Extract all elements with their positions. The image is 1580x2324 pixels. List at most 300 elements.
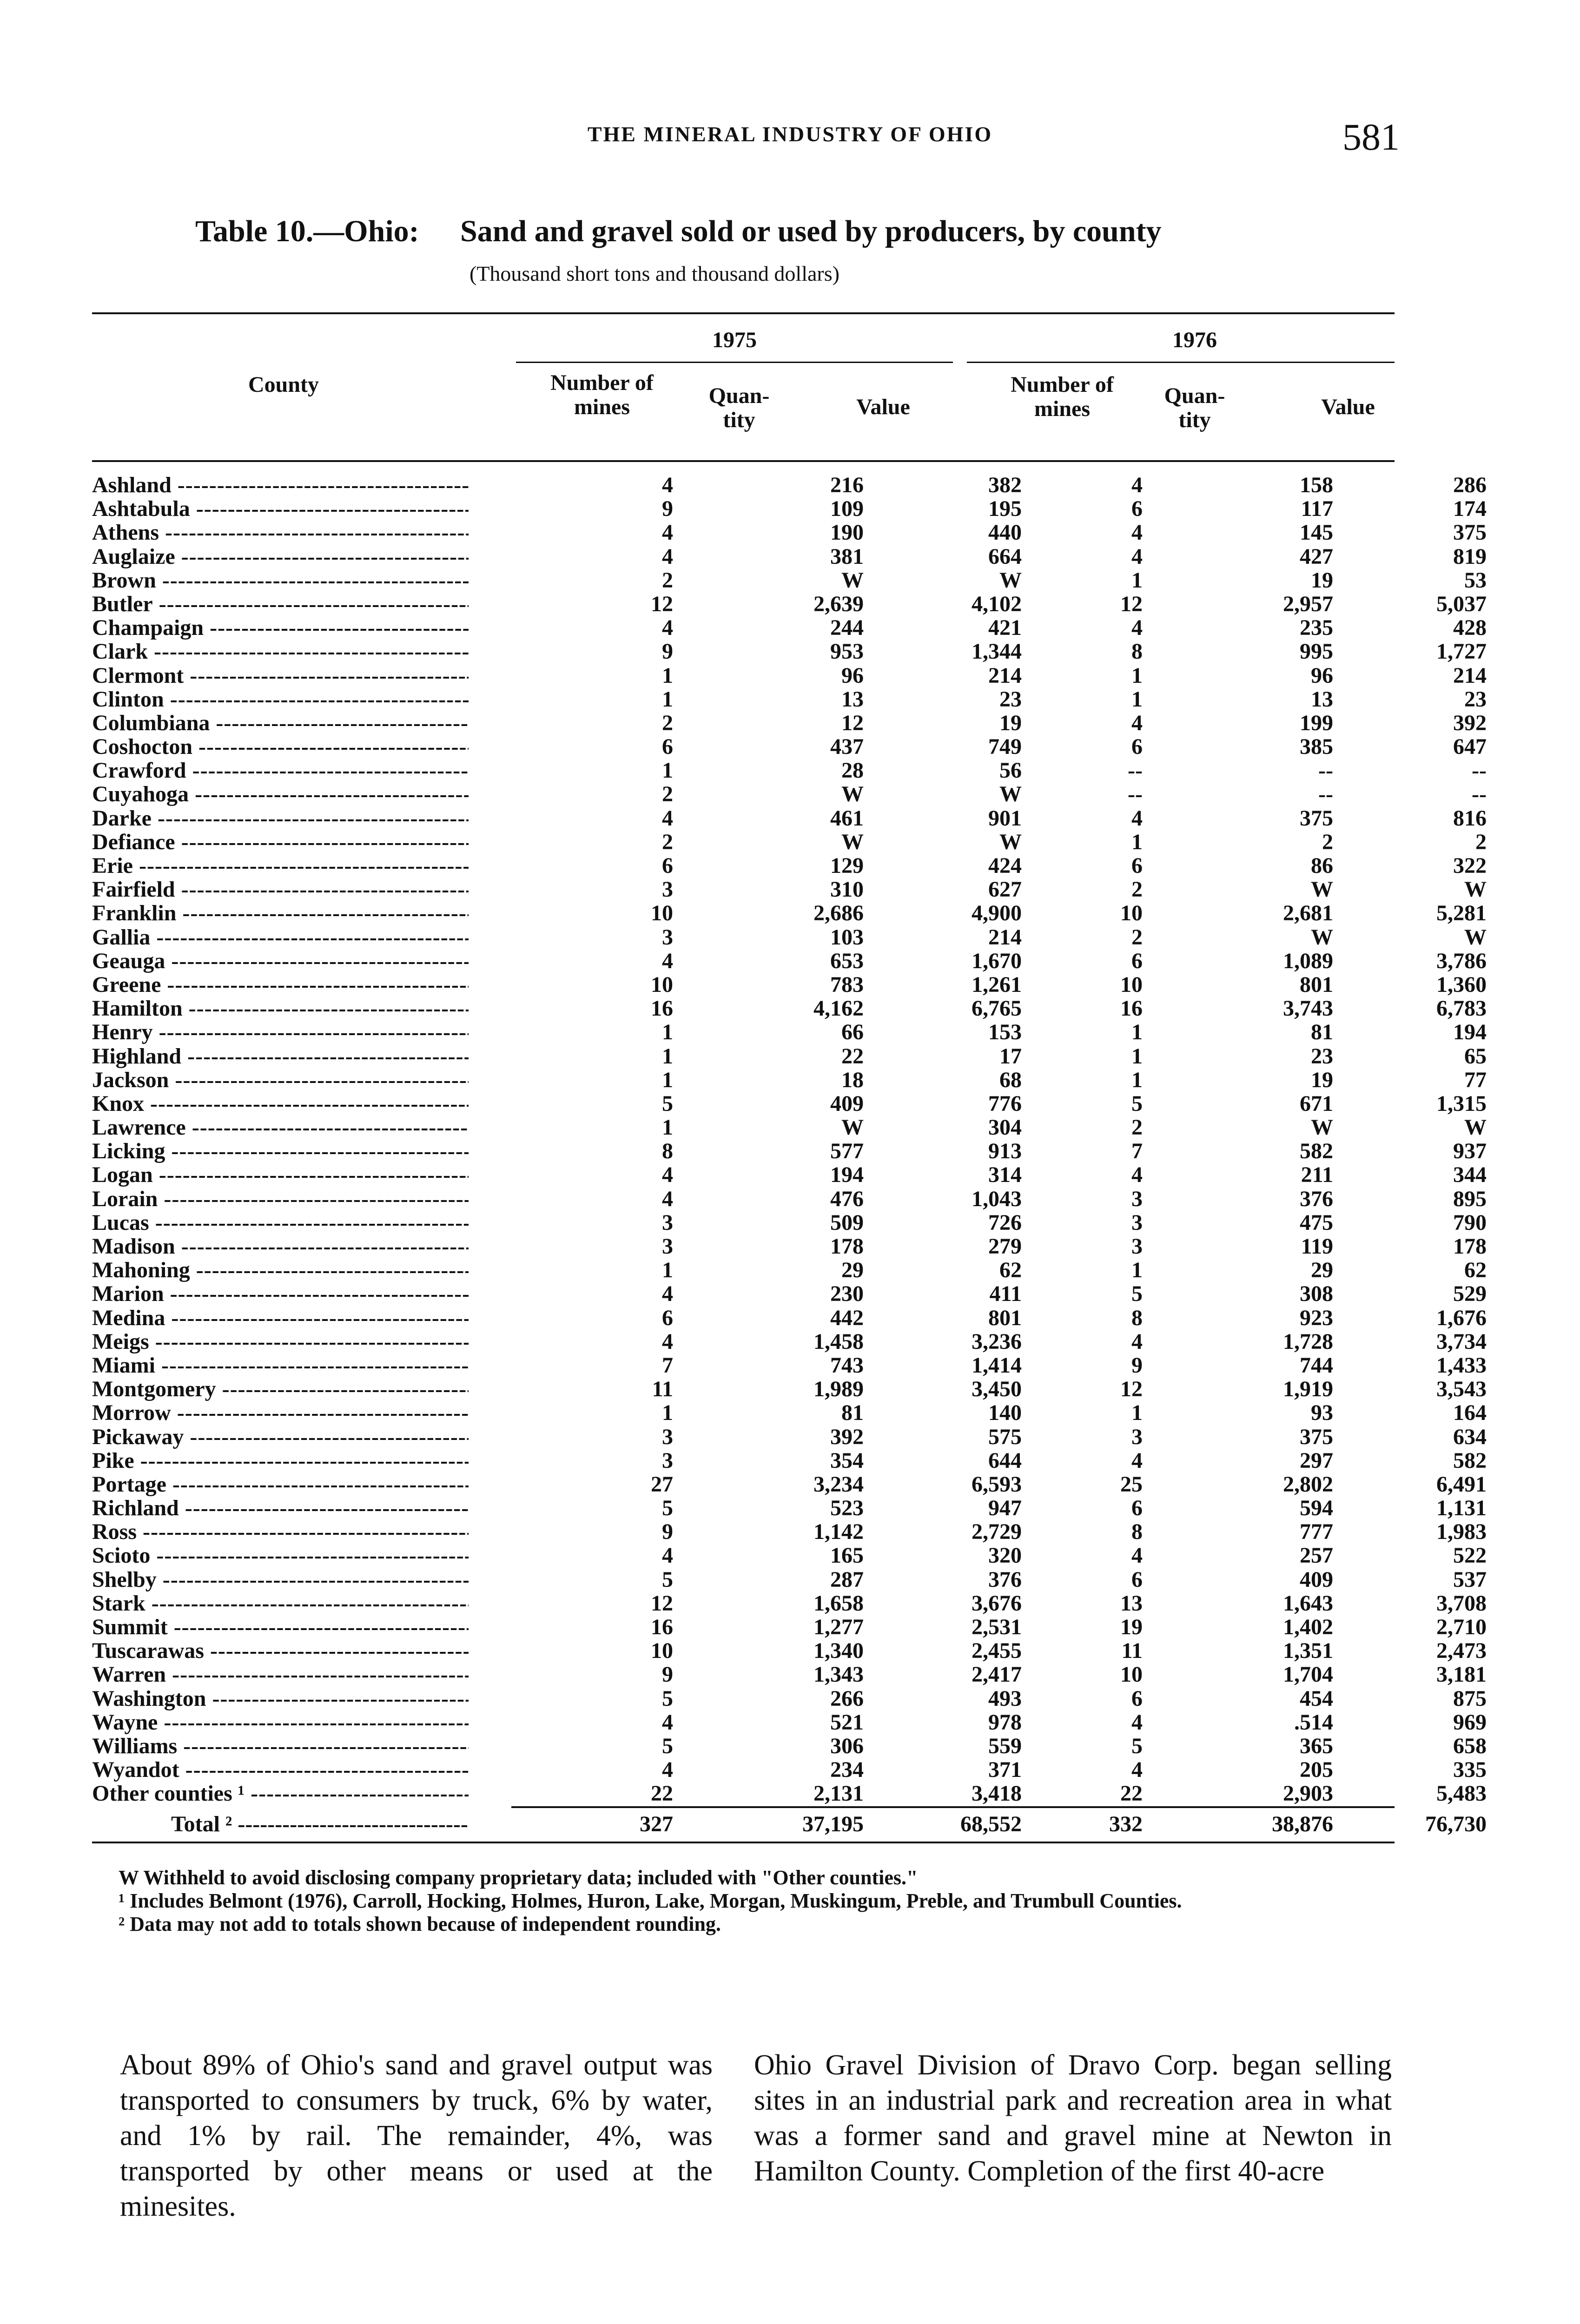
cell-value-1975: 978 [988, 1710, 1022, 1735]
cell-quantity-1975: 22 [841, 1043, 864, 1069]
cell-quantity-1976: 671 [1300, 1091, 1333, 1116]
county-name: Wyandot ----- [92, 1758, 469, 1782]
county-name: Richland ----- [92, 1496, 469, 1520]
table-row [92, 520, 1487, 545]
cell-value-1976: 3,708 [1436, 1591, 1487, 1616]
cell-value-1975: 382 [988, 473, 1022, 497]
year2-rule [967, 362, 1395, 363]
table-row [92, 948, 1487, 973]
cell-value-1976: 77 [1464, 1067, 1487, 1092]
county-name: Licking ----- [92, 1139, 469, 1163]
cell-mines-1976: 4 [1131, 1543, 1143, 1568]
county-name: Champaign ----- [92, 616, 469, 640]
cell-mines-1975: 1 [662, 1400, 673, 1426]
cell-quantity-1976: 117 [1301, 496, 1333, 522]
table-row [92, 496, 1487, 522]
total-row [92, 1811, 1487, 1836]
cell-value-1975: 304 [988, 1115, 1022, 1140]
cell-quantity-1975: 461 [830, 805, 864, 831]
cell-mines-1975: 5 [662, 1733, 673, 1758]
cell-mines-1976: 4 [1131, 615, 1143, 640]
running-title: THE MINERAL INDUSTRY OF OHIO [587, 122, 993, 146]
table-label: Table 10.—Ohio: [195, 214, 419, 248]
cell-quantity-1976: 1,919 [1283, 1377, 1333, 1402]
cell-quantity-1976: 385 [1300, 734, 1333, 759]
cell-quantity-1975: 521 [830, 1710, 864, 1735]
cell-quantity-1976: 19 [1311, 568, 1333, 593]
table-row [92, 639, 1487, 664]
cell-quantity-1975: 437 [830, 734, 864, 759]
cell-value-1975: 4,900 [972, 901, 1022, 926]
cell-value-1976: 53 [1464, 568, 1487, 593]
cell-value-1975: 56 [999, 758, 1022, 783]
total-quantity-1975: 37,195 [802, 1812, 864, 1836]
cell-mines-1975: 9 [662, 496, 673, 522]
cell-quantity-1976: 257 [1300, 1543, 1333, 1568]
table-row [92, 1353, 1487, 1378]
cell-value-1975: 1,043 [972, 1186, 1022, 1211]
cell-quantity-1976: 923 [1300, 1305, 1333, 1330]
cell-mines-1976: 1 [1131, 568, 1143, 593]
cell-mines-1975: 8 [662, 1139, 673, 1164]
cell-value-1975: 2,455 [972, 1638, 1022, 1664]
county-name: Columbiana ----- [92, 711, 469, 735]
cell-value-1976: 529 [1453, 1281, 1487, 1307]
table-row [92, 805, 1487, 831]
cell-quantity-1975: 442 [830, 1305, 864, 1330]
cell-value-1975: 559 [988, 1733, 1022, 1758]
cell-mines-1976: 6 [1131, 1686, 1143, 1711]
cell-quantity-1975: 1,458 [813, 1329, 864, 1354]
cell-quantity-1976: 2,903 [1283, 1781, 1333, 1806]
cell-value-1975: 575 [988, 1424, 1022, 1449]
county-name: Hamilton ----- [92, 997, 469, 1020]
footnote-w: W Withheld to avoid disclosing company proprietary data; included with "Other counties." [119, 1866, 918, 1889]
cell-mines-1976: 25 [1120, 1472, 1143, 1497]
cell-mines-1976: -- [1128, 782, 1143, 807]
cell-mines-1976: 10 [1120, 901, 1143, 926]
cell-mines-1976: 7 [1131, 1139, 1143, 1164]
table-row [92, 1472, 1487, 1497]
cell-value-1975: 23 [999, 687, 1022, 712]
cell-quantity-1976: 1,728 [1283, 1329, 1333, 1354]
cell-quantity-1976: 365 [1300, 1733, 1333, 1758]
cell-value-1976: 875 [1453, 1686, 1487, 1711]
cell-value-1976: 286 [1453, 473, 1487, 497]
total-value-1976: 76,730 [1425, 1812, 1487, 1836]
county-name: Lorain ----- [92, 1187, 469, 1211]
table-row [92, 687, 1487, 712]
cell-quantity-1975: 509 [830, 1210, 864, 1235]
table-row [92, 1733, 1487, 1758]
county-name: Pickaway ----- [92, 1425, 469, 1449]
cell-mines-1976: 4 [1131, 520, 1143, 545]
cell-quantity-1976: 454 [1300, 1686, 1333, 1711]
cell-quantity-1975: 1,658 [813, 1591, 864, 1616]
cell-value-1976: 790 [1453, 1210, 1487, 1235]
cell-mines-1976: 4 [1131, 544, 1143, 569]
cell-value-1976: W [1464, 924, 1487, 950]
cell-value-1975: 801 [988, 1305, 1022, 1330]
cell-mines-1975: 2 [662, 782, 673, 807]
cell-value-1975: 901 [988, 805, 1022, 831]
cell-quantity-1976: 2,957 [1283, 591, 1333, 616]
county-name: Henry ----- [92, 1020, 469, 1044]
county-name: Washington ----- [92, 1687, 469, 1710]
cell-value-1976: 537 [1453, 1567, 1487, 1592]
table-row [92, 1305, 1487, 1330]
cell-mines-1975: 4 [662, 544, 673, 569]
table-row [92, 1258, 1487, 1283]
cell-value-1975: 6,765 [972, 996, 1022, 1021]
county-name: Other counties ¹ ----- [92, 1782, 469, 1805]
cell-quantity-1975: 244 [830, 615, 864, 640]
col-county: County [248, 372, 319, 397]
cell-mines-1975: 4 [662, 1162, 673, 1188]
table-row [92, 1115, 1487, 1140]
body-text-left: About 89% of Ohio's sand and gravel output was transported to consumers by truck, 6% by water, and 1% by rail. The remainder, 4%, was transported by other means or used at the minesites. [120, 2049, 713, 2222]
cell-mines-1976: 6 [1131, 496, 1143, 522]
cell-mines-1976: 1 [1131, 1043, 1143, 1069]
county-name: Warren ----- [92, 1663, 469, 1686]
cell-mines-1976: 6 [1131, 1567, 1143, 1592]
cell-mines-1976: 4 [1131, 1329, 1143, 1354]
cell-mines-1976: 5 [1131, 1733, 1143, 1758]
cell-mines-1975: 2 [662, 568, 673, 593]
cell-value-1975: W [999, 568, 1022, 593]
cell-quantity-1975: 2,686 [813, 901, 864, 926]
table-row [92, 1543, 1487, 1568]
cell-mines-1976: 2 [1131, 877, 1143, 902]
total-mines-1975: 327 [640, 1812, 673, 1836]
table-row [92, 1020, 1487, 1045]
cell-mines-1976: 8 [1131, 639, 1143, 664]
table-body [92, 473, 1487, 1806]
table-row [92, 1448, 1487, 1473]
cell-mines-1975: 4 [662, 473, 673, 497]
cell-quantity-1975: 4,162 [813, 996, 864, 1021]
cell-quantity-1976: 1,089 [1283, 948, 1333, 973]
cell-quantity-1976: 1,351 [1283, 1638, 1333, 1664]
col-quantity-1975: Quan- tity [708, 383, 770, 432]
cell-mines-1975: 9 [662, 639, 673, 664]
table-row [92, 1067, 1487, 1092]
cell-mines-1975: 27 [651, 1472, 673, 1497]
table-row [92, 1377, 1487, 1402]
cell-quantity-1975: 354 [830, 1448, 864, 1473]
cell-value-1976: 3,734 [1436, 1329, 1487, 1354]
county-name: Greene ----- [92, 973, 469, 997]
county-name: Portage ----- [92, 1472, 469, 1496]
cell-quantity-1975: 13 [841, 687, 864, 712]
cell-value-1975: 644 [988, 1448, 1022, 1473]
cell-value-1976: 62 [1464, 1258, 1487, 1283]
county-name: Coshocton ----- [92, 735, 469, 759]
cell-mines-1975: 6 [662, 734, 673, 759]
cell-value-1976: 5,483 [1436, 1781, 1487, 1806]
cell-quantity-1975: 953 [830, 639, 864, 664]
cell-mines-1976: 4 [1131, 710, 1143, 735]
cell-value-1975: 1,261 [972, 972, 1022, 997]
subtotal-rule [511, 1806, 1395, 1808]
cell-value-1975: 3,236 [972, 1329, 1022, 1354]
cell-mines-1975: 5 [662, 1686, 673, 1711]
county-name: Medina ----- [92, 1306, 469, 1330]
county-name: Ashland ----- [92, 473, 469, 497]
cell-mines-1976: 1 [1131, 1400, 1143, 1426]
cell-value-1975: 19 [999, 710, 1022, 735]
cell-mines-1975: 1 [662, 758, 673, 783]
cell-quantity-1976: 3,743 [1283, 996, 1333, 1021]
cell-quantity-1975: 523 [830, 1496, 864, 1521]
footnotes [119, 1866, 1402, 1936]
cell-quantity-1975: 12 [841, 710, 864, 735]
cell-quantity-1975: 96 [841, 663, 864, 688]
cell-quantity-1975: 577 [830, 1139, 864, 1164]
total-value-1975: 68,552 [960, 1812, 1022, 1836]
cell-value-1975: 424 [988, 853, 1022, 878]
cell-mines-1975: 4 [662, 615, 673, 640]
table-row [92, 924, 1487, 950]
col-value-1976: Value [1321, 395, 1375, 419]
table-row [92, 877, 1487, 902]
cell-value-1976: 1,676 [1436, 1305, 1487, 1330]
cell-quantity-1976: W [1311, 877, 1333, 902]
county-name: Butler ----- [92, 592, 469, 616]
county-name: Ashtabula ----- [92, 497, 469, 521]
cell-quantity-1976: 409 [1300, 1567, 1333, 1592]
table-row [92, 1496, 1487, 1521]
cell-value-1976: 2,710 [1436, 1615, 1487, 1639]
table-row [92, 996, 1487, 1021]
cell-quantity-1976: -- [1318, 782, 1333, 807]
cell-mines-1975: 6 [662, 853, 673, 878]
table-row [92, 1139, 1487, 1164]
cell-mines-1975: 3 [662, 1234, 673, 1259]
cell-value-1976: 1,433 [1436, 1353, 1487, 1378]
cell-mines-1976: 1 [1131, 829, 1143, 854]
cell-quantity-1976: 81 [1311, 1020, 1333, 1045]
cell-value-1976: W [1464, 877, 1487, 902]
cell-mines-1976: 3 [1131, 1210, 1143, 1235]
cell-mines-1976: 4 [1131, 1710, 1143, 1735]
cell-value-1976: 895 [1453, 1186, 1487, 1211]
cell-mines-1975: 1 [662, 1115, 673, 1140]
table-row [92, 1567, 1487, 1592]
cell-quantity-1976: 475 [1300, 1210, 1333, 1235]
cell-mines-1975: 4 [662, 1710, 673, 1735]
cell-value-1976: 392 [1453, 710, 1487, 735]
cell-mines-1975: 4 [662, 1329, 673, 1354]
total-label: Total ² ----- [171, 1811, 469, 1837]
bottom-rule [92, 1842, 1395, 1843]
cell-value-1975: 1,414 [972, 1353, 1022, 1378]
col-value-1975: Value [856, 395, 910, 419]
table-row [92, 1710, 1487, 1735]
cell-value-1976: 937 [1453, 1139, 1487, 1164]
cell-mines-1975: 3 [662, 1210, 673, 1235]
cell-value-1975: 3,676 [972, 1591, 1022, 1616]
cell-mines-1975: 4 [662, 1543, 673, 1568]
cell-value-1975: 440 [988, 520, 1022, 545]
county-name: Marion ----- [92, 1282, 469, 1306]
cell-value-1976: 335 [1453, 1757, 1487, 1783]
cell-quantity-1975: 81 [841, 1400, 864, 1426]
cell-value-1975: 376 [988, 1567, 1022, 1592]
table-row [92, 1615, 1487, 1639]
county-name: Ross ----- [92, 1520, 469, 1544]
cell-mines-1976: 5 [1131, 1281, 1143, 1307]
cell-value-1976: 194 [1453, 1020, 1487, 1045]
cell-mines-1975: 7 [662, 1353, 673, 1378]
table-row [92, 1638, 1487, 1664]
cell-mines-1975: 1 [662, 687, 673, 712]
county-name: Montgomery ----- [92, 1377, 469, 1401]
county-name: Jackson ----- [92, 1068, 469, 1092]
table-row [92, 1662, 1487, 1687]
cell-value-1975: 421 [988, 615, 1022, 640]
cell-quantity-1975: W [841, 829, 864, 854]
cell-quantity-1976: 2,802 [1283, 1472, 1333, 1497]
table-row [92, 1424, 1487, 1449]
cell-mines-1975: 10 [651, 901, 673, 926]
cell-quantity-1976: -- [1318, 758, 1333, 783]
cell-quantity-1975: 392 [830, 1424, 864, 1449]
cell-mines-1975: 4 [662, 1757, 673, 1783]
cell-mines-1976: 22 [1120, 1781, 1143, 1806]
table-title [195, 214, 1162, 249]
cell-mines-1976: 8 [1131, 1519, 1143, 1545]
county-name: Stark ----- [92, 1591, 469, 1615]
cell-value-1976: -- [1472, 782, 1487, 807]
table-row [92, 782, 1487, 807]
county-name: Miami ----- [92, 1353, 469, 1377]
cell-value-1976: 23 [1464, 687, 1487, 712]
cell-quantity-1976: 1,704 [1283, 1662, 1333, 1687]
cell-quantity-1976: 145 [1300, 520, 1333, 545]
cell-mines-1976: 4 [1131, 1162, 1143, 1188]
table-row [92, 710, 1487, 735]
county-name: Meigs ----- [92, 1330, 469, 1353]
cell-quantity-1975: 1,340 [813, 1638, 864, 1664]
table-row [92, 663, 1487, 688]
table-row [92, 615, 1487, 640]
cell-quantity-1975: 190 [830, 520, 864, 545]
col-year-1976: 1976 [1172, 328, 1217, 352]
cell-value-1975: 17 [999, 1043, 1022, 1069]
table-row [92, 1519, 1487, 1545]
cell-quantity-1976: 2 [1322, 829, 1333, 854]
cell-quantity-1976: 1,402 [1283, 1615, 1333, 1639]
cell-quantity-1975: 743 [830, 1353, 864, 1378]
cell-mines-1976: 9 [1131, 1353, 1143, 1378]
county-name: Gallia ----- [92, 925, 469, 949]
cell-value-1976: 1,315 [1436, 1091, 1487, 1116]
table-row [92, 1757, 1487, 1783]
total-quantity-1976: 38,876 [1272, 1812, 1333, 1836]
cell-value-1975: 2,417 [972, 1662, 1022, 1687]
table-title-text: Sand and gravel sold or used by producers, by county [460, 214, 1162, 248]
cell-mines-1976: 4 [1131, 1757, 1143, 1783]
cell-quantity-1975: W [841, 568, 864, 593]
cell-value-1975: 62 [999, 1258, 1022, 1283]
table-row [92, 1186, 1487, 1211]
cell-mines-1975: 1 [662, 1067, 673, 1092]
cell-mines-1976: 12 [1120, 1377, 1143, 1402]
cell-quantity-1975: 178 [830, 1234, 864, 1259]
cell-quantity-1975: 653 [830, 948, 864, 973]
cell-mines-1976: 6 [1131, 734, 1143, 759]
cell-value-1976: 1,360 [1436, 972, 1487, 997]
cell-mines-1975: 4 [662, 520, 673, 545]
county-name: Williams ----- [92, 1734, 469, 1758]
cell-quantity-1976: 1,643 [1283, 1591, 1333, 1616]
cell-quantity-1976: 427 [1300, 544, 1333, 569]
cell-quantity-1975: 165 [830, 1543, 864, 1568]
cell-value-1976: 816 [1453, 805, 1487, 831]
cell-quantity-1975: 783 [830, 972, 864, 997]
col-mines-1975: Number of mines [550, 370, 654, 419]
cell-value-1976: W [1464, 1115, 1487, 1140]
footnote-1: ¹ Includes Belmont (1976), Carroll, Hocking, Holmes, Huron, Lake, Morgan, Muskingum, Preble, and Trumbull Counties. [119, 1889, 1182, 1912]
cell-mines-1975: 3 [662, 1424, 673, 1449]
cell-value-1975: 2,531 [972, 1615, 1022, 1639]
cell-quantity-1975: 2,639 [813, 591, 864, 616]
cell-mines-1975: 12 [651, 591, 673, 616]
cell-mines-1976: 1 [1131, 1067, 1143, 1092]
county-name: Lucas ----- [92, 1211, 469, 1235]
cell-value-1976: 1,727 [1436, 639, 1487, 664]
cell-quantity-1976: 308 [1300, 1281, 1333, 1307]
cell-value-1976: 969 [1453, 1710, 1487, 1735]
table-row [92, 901, 1487, 926]
cell-quantity-1976: 19 [1311, 1067, 1333, 1092]
cell-mines-1975: 22 [651, 1781, 673, 1806]
county-name: Brown ----- [92, 568, 469, 592]
cell-value-1975: 3,450 [972, 1377, 1022, 1402]
cell-value-1975: 371 [988, 1757, 1022, 1783]
table-row [92, 544, 1487, 569]
county-name: Highland ----- [92, 1044, 469, 1068]
cell-mines-1976: 4 [1131, 1448, 1143, 1473]
cell-mines-1976: 1 [1131, 687, 1143, 712]
cell-mines-1976: 10 [1120, 1662, 1143, 1687]
cell-quantity-1976: 86 [1311, 853, 1333, 878]
col-year-1975: 1975 [712, 328, 757, 352]
cell-value-1975: 726 [988, 1210, 1022, 1235]
cell-quantity-1976: 119 [1301, 1234, 1333, 1259]
cell-value-1975: 140 [988, 1400, 1022, 1426]
cell-value-1976: 3,786 [1436, 948, 1487, 973]
county-name: Wayne ----- [92, 1710, 469, 1734]
cell-mines-1976: 3 [1131, 1234, 1143, 1259]
cell-mines-1976: 11 [1121, 1638, 1143, 1664]
cell-mines-1976: -- [1128, 758, 1143, 783]
col-mines-1976: Number of mines [1011, 372, 1114, 421]
cell-mines-1976: 4 [1131, 473, 1143, 497]
table-row [92, 473, 1487, 497]
cell-mines-1975: 16 [651, 996, 673, 1021]
cell-quantity-1976: 96 [1311, 663, 1333, 688]
cell-value-1975: 6,593 [972, 1472, 1022, 1497]
cell-value-1976: 344 [1453, 1162, 1487, 1188]
cell-value-1976: 3,543 [1436, 1377, 1487, 1402]
cell-quantity-1975: 3,234 [813, 1472, 864, 1497]
cell-quantity-1975: W [841, 1115, 864, 1140]
cell-value-1975: 947 [988, 1496, 1022, 1521]
cell-quantity-1976: 199 [1300, 710, 1333, 735]
cell-value-1975: 4,102 [972, 591, 1022, 616]
